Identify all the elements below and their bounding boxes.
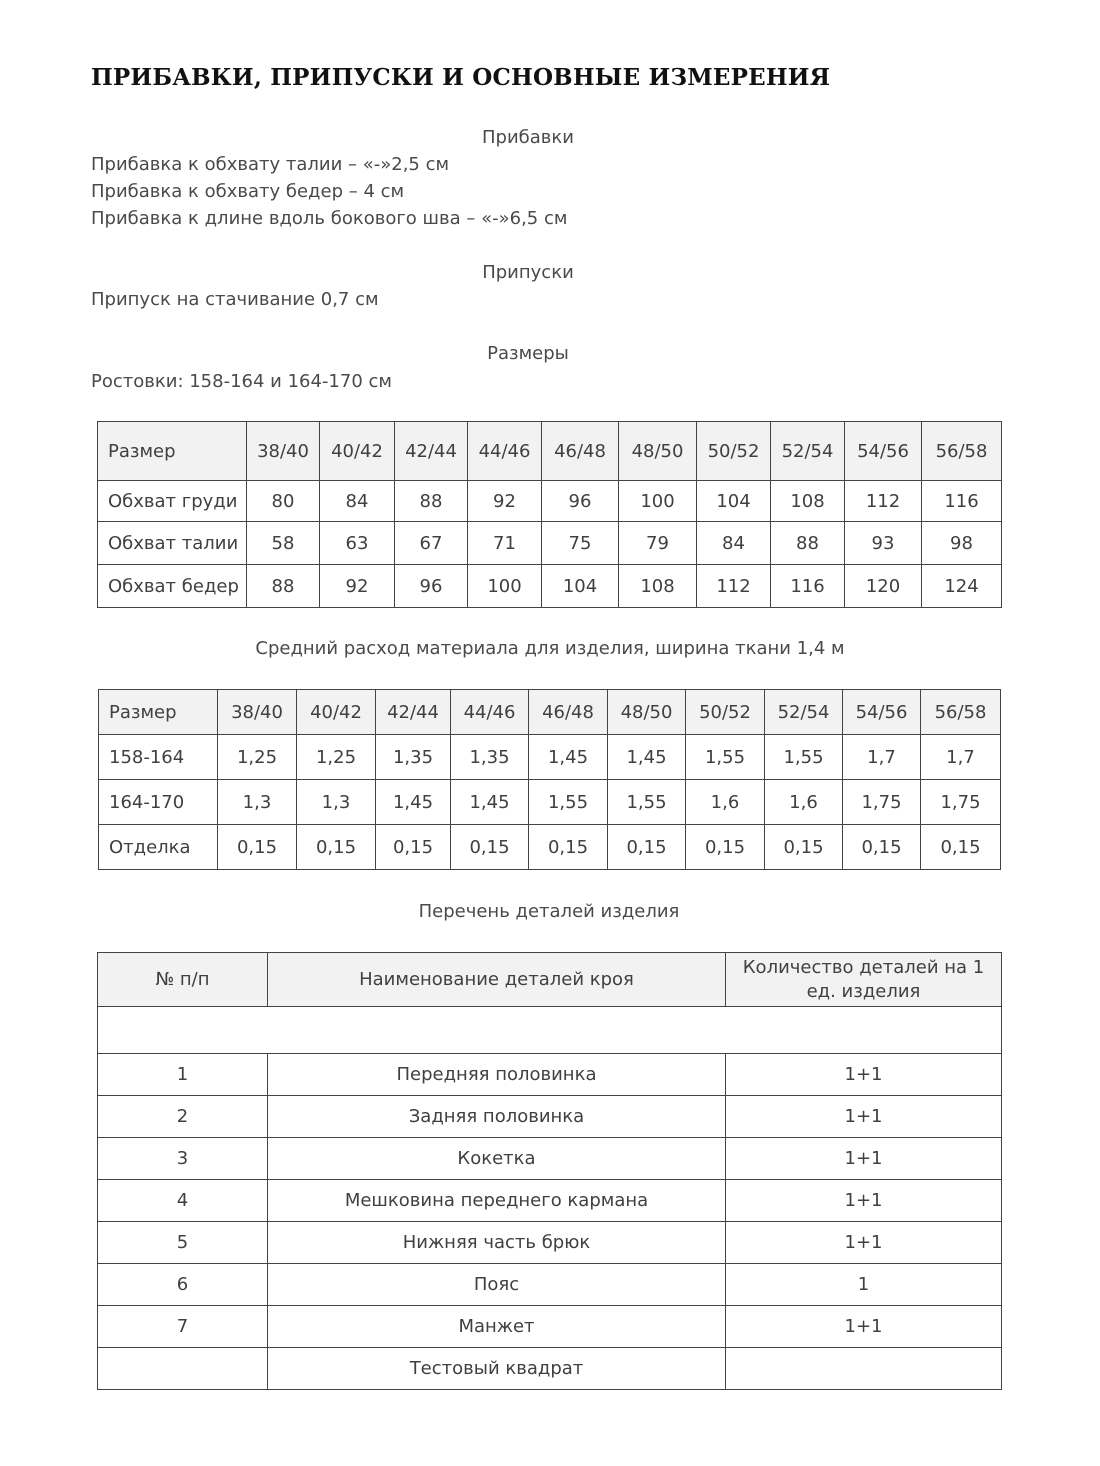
row-number: 1	[98, 1054, 268, 1096]
column-header: 50/52	[686, 690, 765, 735]
table-row	[98, 565, 1002, 608]
part-quantity: 1+1	[726, 1138, 1002, 1180]
table-cell: 84	[320, 481, 395, 522]
table-cell: 1,45	[451, 780, 529, 825]
row-number: 7	[98, 1306, 268, 1348]
row-label: Обхват талии	[98, 522, 247, 565]
table-cell: 0,15	[297, 825, 376, 870]
column-header: 40/42	[297, 690, 376, 735]
table-cell: 100	[468, 565, 542, 608]
row-number: 5	[98, 1222, 268, 1264]
table-cell: 112	[697, 565, 771, 608]
table-cell: 1,25	[297, 735, 376, 780]
sizes-heading: Размеры	[487, 343, 569, 364]
table-cell: 104	[542, 565, 619, 608]
table-cell: 88	[771, 522, 845, 565]
table-cell: 88	[395, 481, 468, 522]
table-row	[98, 1054, 1002, 1096]
table-cell: 116	[922, 481, 1002, 522]
column-header: № п/п	[98, 953, 268, 1007]
column-header: Наименование деталей кроя	[268, 953, 726, 1007]
table-row	[98, 1222, 1002, 1264]
table-cell: 120	[845, 565, 922, 608]
table-row	[98, 522, 1002, 565]
parts-table	[97, 952, 1002, 1390]
table-cell: 0,15	[451, 825, 529, 870]
table-row	[99, 735, 1001, 780]
table-cell: 1,35	[451, 735, 529, 780]
column-header: 48/50	[619, 422, 697, 481]
table-cell: 100	[619, 481, 697, 522]
table-header-row	[98, 953, 1002, 1007]
table-cell: 112	[845, 481, 922, 522]
seam-heading: Припуски	[482, 262, 574, 283]
column-header: 38/40	[247, 422, 320, 481]
table-cell: 1,25	[218, 735, 297, 780]
table-cell: 1,45	[376, 780, 451, 825]
parts-heading: Перечень деталей изделия	[418, 901, 680, 922]
row-number	[98, 1348, 268, 1390]
table-cell: 88	[247, 565, 320, 608]
part-quantity: 1	[726, 1264, 1002, 1306]
table-cell: 1,45	[608, 735, 686, 780]
table-cell: 96	[395, 565, 468, 608]
part-name: Передняя половинка	[268, 1054, 726, 1096]
table-cell: 1,6	[686, 780, 765, 825]
column-header: 44/46	[451, 690, 529, 735]
table-cell: 96	[542, 481, 619, 522]
allowance-line: Прибавка к обхвату бедер – 4 см	[91, 181, 405, 202]
row-label: Обхват бедер	[98, 565, 247, 608]
column-header: 52/54	[765, 690, 843, 735]
table-cell: 1,55	[608, 780, 686, 825]
table-cell: 0,15	[608, 825, 686, 870]
table-row	[98, 481, 1002, 522]
table-cell: 0,15	[218, 825, 297, 870]
column-header: 54/56	[845, 422, 922, 481]
column-header: 42/44	[395, 422, 468, 481]
table-cell: 1,3	[218, 780, 297, 825]
table-cell: 75	[542, 522, 619, 565]
table-row	[98, 1180, 1002, 1222]
seam-line: Припуск на стачивание 0,7 см	[91, 289, 379, 310]
allowances-heading: Прибавки	[482, 127, 574, 148]
table-cell: 1,7	[843, 735, 921, 780]
part-quantity: 1+1	[726, 1054, 1002, 1096]
table-cell: 92	[468, 481, 542, 522]
table-header-row	[98, 422, 1002, 481]
table-row	[99, 825, 1001, 870]
column-header: 54/56	[843, 690, 921, 735]
column-header: 48/50	[608, 690, 686, 735]
table-row	[98, 1264, 1002, 1306]
column-header: 42/44	[376, 690, 451, 735]
table-cell: 1,75	[921, 780, 1001, 825]
consumption-table	[98, 689, 1001, 870]
table-row	[99, 780, 1001, 825]
column-header: 46/48	[542, 422, 619, 481]
column-header: Размер	[98, 422, 247, 481]
table-cell: 1,75	[843, 780, 921, 825]
table-row	[98, 1138, 1002, 1180]
allowance-line: Прибавка к обхвату талии – «-»2,5 см	[91, 154, 450, 175]
row-number: 4	[98, 1180, 268, 1222]
part-name: Манжет	[268, 1306, 726, 1348]
row-number: 6	[98, 1264, 268, 1306]
part-name: Задняя половинка	[268, 1096, 726, 1138]
table-cell: 1,35	[376, 735, 451, 780]
height-groups-line: Ростовки: 158-164 и 164-170 см	[91, 371, 392, 392]
part-quantity	[726, 1348, 1002, 1390]
column-header: 44/46	[468, 422, 542, 481]
table-row	[98, 1096, 1002, 1138]
table-cell: 1,55	[529, 780, 608, 825]
column-header: 52/54	[771, 422, 845, 481]
table-row	[98, 1306, 1002, 1348]
row-label: 158-164	[99, 735, 218, 780]
column-header: 46/48	[529, 690, 608, 735]
table-cell: 104	[697, 481, 771, 522]
table-cell: 1,55	[765, 735, 843, 780]
table-cell: 124	[922, 565, 1002, 608]
table-cell: 80	[247, 481, 320, 522]
table-cell: 1,45	[529, 735, 608, 780]
part-quantity: 1+1	[726, 1306, 1002, 1348]
column-header: 56/58	[922, 422, 1002, 481]
part-name: Мешковина переднего кармана	[268, 1180, 726, 1222]
column-header: 56/58	[921, 690, 1001, 735]
table-cell: 93	[845, 522, 922, 565]
table-cell: 1,7	[921, 735, 1001, 780]
column-header: 50/52	[697, 422, 771, 481]
table-cell: 58	[247, 522, 320, 565]
part-name: Кокетка	[268, 1138, 726, 1180]
table-cell: 108	[771, 481, 845, 522]
part-name: Нижняя часть брюк	[268, 1222, 726, 1264]
table-cell: 0,15	[843, 825, 921, 870]
column-header: Размер	[99, 690, 218, 735]
table-cell: 1,3	[297, 780, 376, 825]
table-row	[98, 1348, 1002, 1390]
table-cell: 0,15	[686, 825, 765, 870]
part-quantity: 1+1	[726, 1180, 1002, 1222]
table-cell: 92	[320, 565, 395, 608]
row-number: 2	[98, 1096, 268, 1138]
part-name: Тестовый квадрат	[268, 1348, 726, 1390]
column-header: Количество деталей на 1 ед. изделия	[726, 953, 1002, 1007]
consumption-heading: Средний расход материала для изделия, ширина ткани 1,4 м	[255, 638, 845, 659]
row-label: 164-170	[99, 780, 218, 825]
part-quantity: 1+1	[726, 1222, 1002, 1264]
column-header: 40/42	[320, 422, 395, 481]
column-header: 38/40	[218, 690, 297, 735]
table-cell: 0,15	[921, 825, 1001, 870]
blank-cell	[98, 1007, 1002, 1054]
row-number: 3	[98, 1138, 268, 1180]
table-cell: 1,55	[686, 735, 765, 780]
allowance-line: Прибавка к длине вдоль бокового шва – «-»6,5 см	[91, 208, 568, 229]
table-cell: 63	[320, 522, 395, 565]
blank-row	[98, 1007, 1002, 1054]
table-cell: 67	[395, 522, 468, 565]
part-quantity: 1+1	[726, 1096, 1002, 1138]
table-cell: 116	[771, 565, 845, 608]
table-cell: 84	[697, 522, 771, 565]
table-cell: 0,15	[765, 825, 843, 870]
table-cell: 79	[619, 522, 697, 565]
row-label: Отделка	[99, 825, 218, 870]
table-cell: 0,15	[529, 825, 608, 870]
table-cell: 108	[619, 565, 697, 608]
table-cell: 71	[468, 522, 542, 565]
page-title: ПРИБАВКИ, ПРИПУСКИ И ОСНОВНЫЕ ИЗМЕРЕНИЯ	[91, 64, 831, 91]
table-cell: 98	[922, 522, 1002, 565]
table-header-row	[99, 690, 1001, 735]
row-label: Обхват груди	[98, 481, 247, 522]
table-cell: 0,15	[376, 825, 451, 870]
part-name: Пояс	[268, 1264, 726, 1306]
measurements-table	[97, 421, 1002, 608]
table-cell: 1,6	[765, 780, 843, 825]
